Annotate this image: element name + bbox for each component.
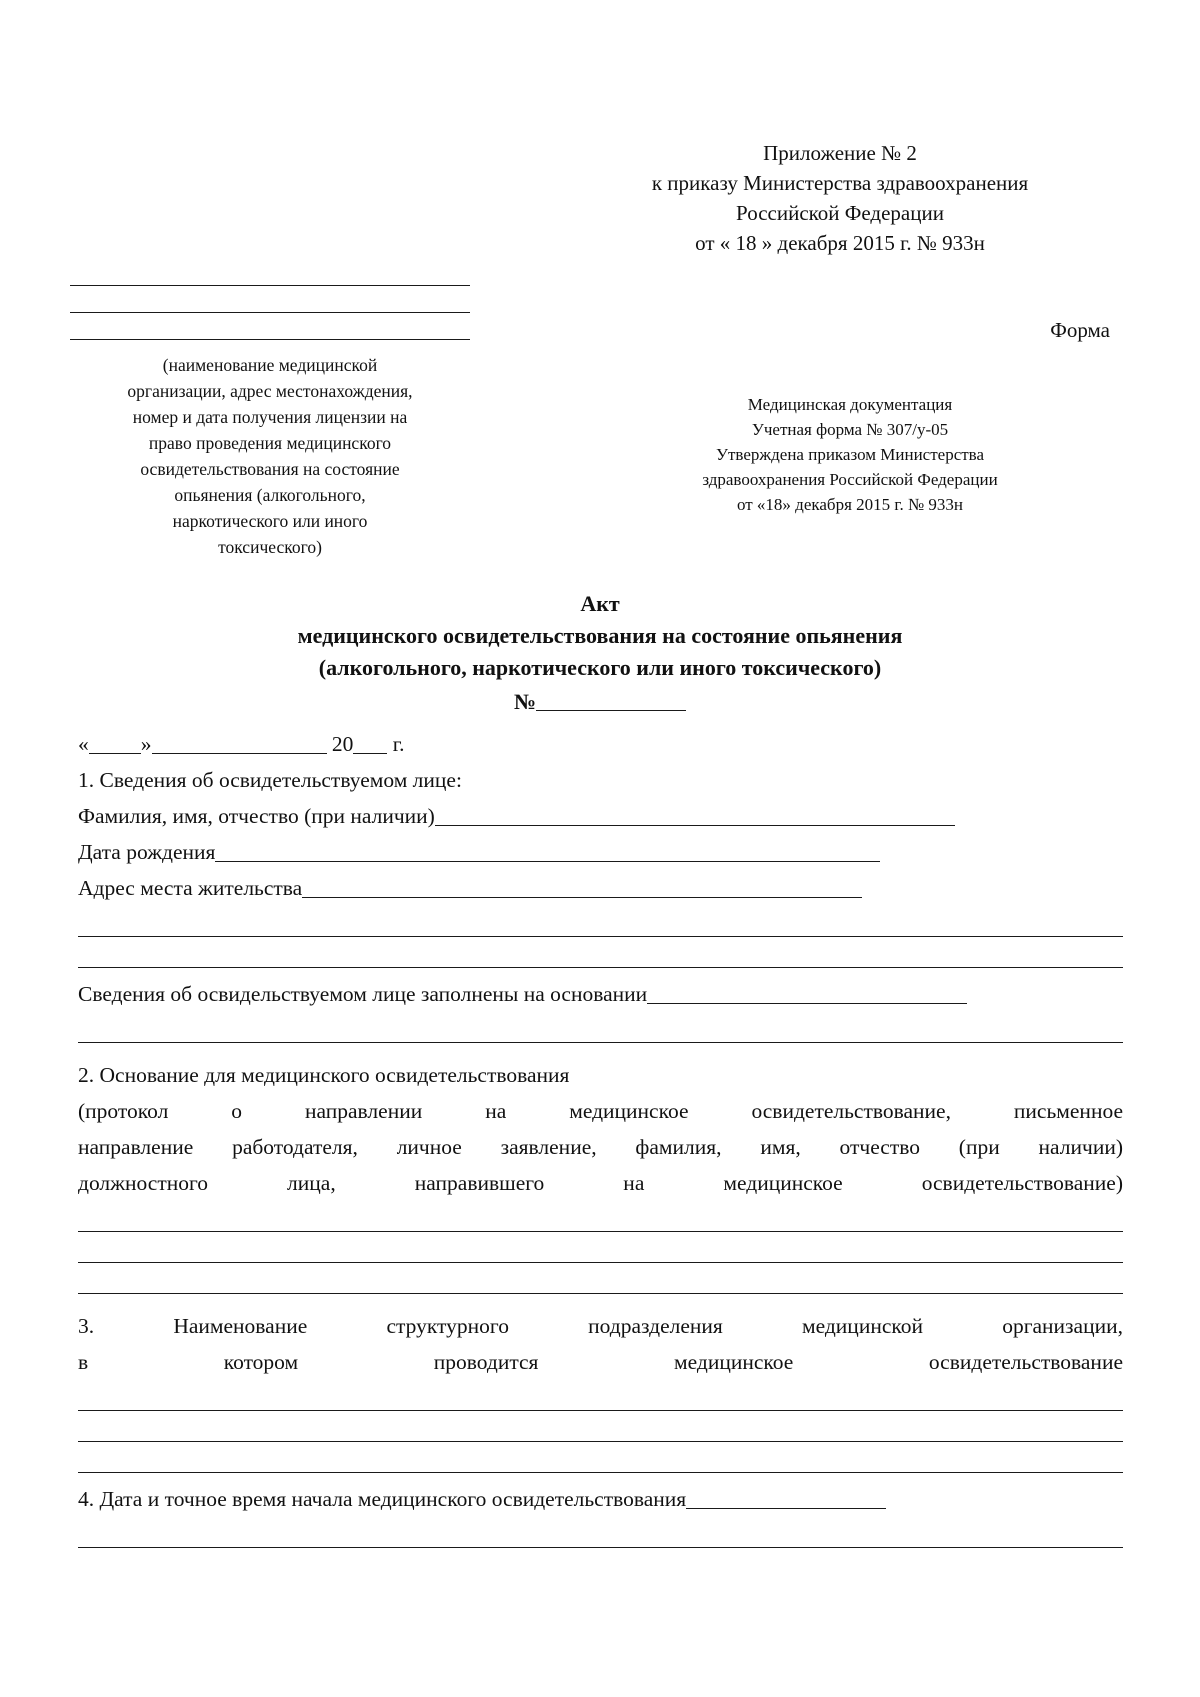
- section1-birth-label: Дата рождения: [78, 840, 216, 864]
- document-content: [70, 0, 1130, 1697]
- organization-caption: [70, 352, 470, 560]
- section2-note-line-3: должностного лица, направившего на медицинское освидетельствование): [78, 1171, 1123, 1195]
- organization-caption-line-7: наркотического или иного: [172, 511, 368, 531]
- section1-basis-label: Сведения об освидельствуемом лице заполнены на основании: [78, 982, 648, 1006]
- appendix-line-1: Приложение № 2: [763, 141, 917, 165]
- medical-documentation-line-4: здравоохранения Российской Федерации: [702, 470, 998, 489]
- date-day-field[interactable]: [89, 753, 141, 754]
- date-year-prefix: 20: [331, 732, 354, 756]
- date-month-field[interactable]: [152, 753, 327, 754]
- section2-field-line-1[interactable]: [78, 1231, 1123, 1232]
- date-quote-open: «: [78, 732, 89, 756]
- section1-fio-row: [78, 798, 1123, 834]
- appendix-line-4: от « 18 » декабря 2015 г. № 933н: [695, 231, 985, 255]
- medical-documentation-line-1: Медицинская документация: [747, 395, 953, 414]
- section1-fio-label: Фамилия, имя, отчество (при наличии): [78, 804, 435, 828]
- section4-field-line-2[interactable]: [78, 1547, 1123, 1548]
- medical-documentation-line-3: Утверждена приказом Министерства: [715, 445, 985, 464]
- section2-field-line-2[interactable]: [78, 1262, 1123, 1263]
- title-number-field[interactable]: [536, 710, 686, 711]
- organization-blank-lines: [70, 285, 470, 346]
- title-number-row: [514, 686, 686, 718]
- section1-basis-field[interactable]: [647, 1003, 967, 1004]
- section1-heading: 1. Сведения об освидетельствуемом лице:: [78, 768, 462, 792]
- organization-caption-line-1: (наименование медицинской: [162, 355, 378, 375]
- medical-documentation-line-5: от «18» декабря 2015 г. № 933н: [736, 495, 964, 514]
- section4-row: [78, 1481, 1123, 1517]
- date-year-field[interactable]: [353, 753, 387, 754]
- section1-basis-row: [78, 976, 1123, 1012]
- title-line-2: медицинского освидетельствования на состояние опьянения: [297, 623, 903, 648]
- title-line-1: Акт: [580, 591, 620, 616]
- section3-field-line-2[interactable]: [78, 1441, 1123, 1442]
- title-line-3: (алкогольного, наркотического или иного токсического): [318, 655, 882, 680]
- document-body: [78, 726, 1123, 1548]
- date-row: [78, 726, 1123, 762]
- section4-heading: 4. Дата и точное время начала медицинского освидетельствования: [78, 1487, 687, 1511]
- section3-line-2: в котором проводится медицинское освидетельствование: [78, 1350, 1123, 1374]
- section3-field-line-1[interactable]: [78, 1410, 1123, 1411]
- organization-caption-line-4: право проведения медицинского: [148, 433, 392, 453]
- date-quote-close: »: [140, 732, 152, 756]
- section1-address-row: [78, 870, 1123, 906]
- organization-blank-line-3[interactable]: [70, 339, 470, 340]
- title-number-label: №: [513, 689, 537, 714]
- organization-blank-line-1[interactable]: [70, 285, 470, 286]
- appendix-header: [590, 138, 1090, 258]
- organization-caption-line-5: освидетельствования на состояние: [140, 459, 400, 479]
- medical-documentation-line-2: Учетная форма № 307/у-05: [751, 420, 949, 439]
- section1-address-label: Адрес места жительства: [78, 876, 303, 900]
- appendix-line-2: к приказу Министерства здравоохранения: [651, 171, 1029, 195]
- document-title: [70, 588, 1130, 718]
- section1-fio-field[interactable]: [435, 825, 955, 826]
- form-label: Форма: [1050, 318, 1110, 342]
- organization-blank-line-2[interactable]: [70, 312, 470, 313]
- organization-caption-line-2: организации, адрес местонахождения,: [127, 381, 413, 401]
- organization-caption-line-3: номер и дата получения лицензии на: [132, 407, 408, 427]
- section1-address-line-2[interactable]: [78, 936, 1123, 937]
- organization-caption-line-8: токсического): [218, 537, 322, 557]
- date-year-suffix: г.: [392, 732, 405, 756]
- section1-birth-field[interactable]: [215, 861, 880, 862]
- organization-caption-line-6: опьянения (алкогольного,: [174, 485, 366, 505]
- section4-datetime-field[interactable]: [686, 1508, 886, 1509]
- section1-birth-row: [78, 834, 1123, 870]
- section2-note-line-2: направление работодателя, личное заявление, фамилия, имя, отчество (при наличии): [78, 1135, 1123, 1159]
- section2-heading: 2. Основание для медицинского освидетельствования: [78, 1063, 570, 1087]
- section1-address-field[interactable]: [302, 897, 862, 898]
- appendix-line-3: Российской Федерации: [736, 201, 944, 225]
- section2-note-line-1: (протокол о направлении на медицинское освидетельствование, письменное: [78, 1099, 1123, 1123]
- section3-line-1: 3. Наименование структурного подразделения медицинской организации,: [78, 1314, 1123, 1338]
- medical-documentation-block: [615, 392, 1085, 517]
